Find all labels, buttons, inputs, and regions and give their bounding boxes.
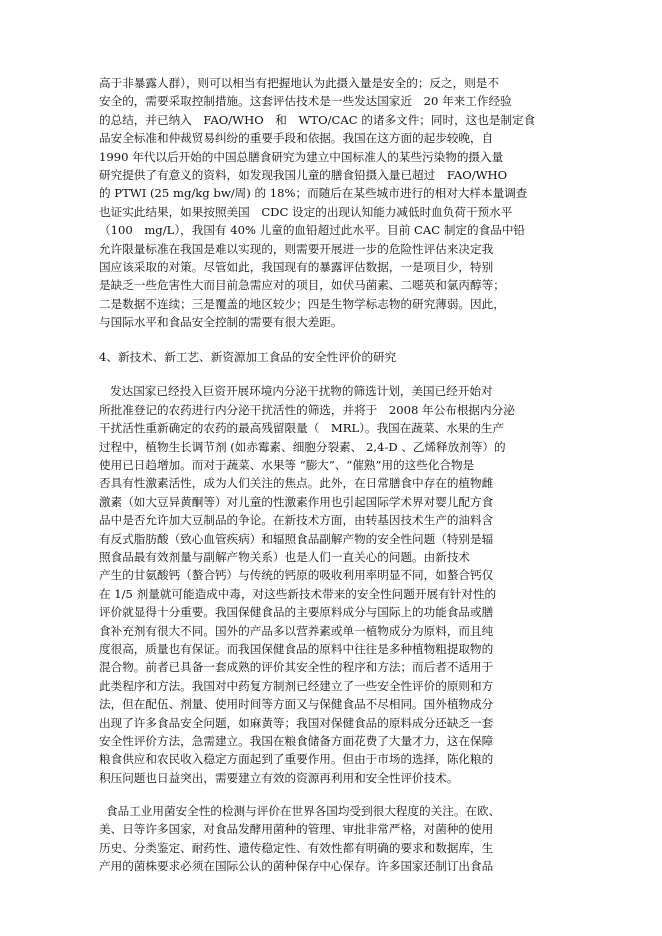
text-line: 激素（如大豆异黄酮等）对儿童的性激素作用也引起国际学术界对婴儿配方食 xyxy=(99,494,494,509)
text-line: 产用的菌株要求必须在国际公认的菌种保存中心保存。许多国家还制订出食品 xyxy=(99,859,494,874)
text-line: 度很高，质量也有保证。而我国保健食品的原料中往往是多种植物粗提取物的 xyxy=(99,641,494,656)
text-line: 品中是否允许加大豆制品的争论。在新技术方面，由转基因技术生产的油料含 xyxy=(99,513,494,528)
text-line: 在 1/5 剂量就可能造成中毒，对这些新技术带来的安全性问题开展有针对性的 xyxy=(99,586,497,601)
text-line: 的 PTWI (25 mg/kg bw/周) 的 18%；而随后在某些城市进行的相对大样本量调查 xyxy=(99,186,528,201)
text-line: 与国际水平和食品安全控制的需要有很大差距。 xyxy=(99,315,343,330)
paragraph-exposure-assessment xyxy=(99,74,569,331)
text-line: 有反式脂肪酸（致心血管疾病）和辐照食品副解产物的安全性问题（特别是辐 xyxy=(99,531,494,546)
text-line: 粮食供应和农民收入稳定方面起到了重要作用。但由于市场的选择，陈化粮的 xyxy=(99,752,494,767)
text-line: 是缺乏一些危害性大而目前急需应对的项目，如伏马菌素、二噁英和氯丙醇等； xyxy=(99,278,505,293)
text-line: 出现了许多食品安全问题，如麻黄等；我国对保健食品的原料成分还缺乏一套 xyxy=(99,715,494,730)
text-line: 照食品最有效剂量与副解产物关系）也是人们一直关心的问题。由新技术 xyxy=(99,549,471,564)
text-line: 积压问题也日益突出，需要建立有效的资源再利用和安全性评价技术。 xyxy=(99,770,459,785)
text-line: 产生的甘氨酸钙（螯合钙）与传统的钙原的吸收利用率明显不同，如螯合钙仅 xyxy=(99,568,494,583)
paragraph-industrial-strains xyxy=(99,802,569,876)
text-line: 也证实此结果，如果按照美国 CDC 设定的出现认知能力减低时血负荷干预水平 xyxy=(99,204,513,219)
text-line: 过程中，植物生长调节剂 (如赤霉素、细胞分裂素、 2,4-D 、乙烯释放剂等）的 xyxy=(99,439,506,454)
text-line: 允许限量标准在我国是难以实现的，则需要开展进一步的危险性评估来决定我 xyxy=(99,241,494,256)
text-line: （100 mg/L），我国有 40% 儿童的血铅超过此水平。目前 CAC 制定的食品中铅 xyxy=(99,223,526,238)
text-line: 评价就显得十分重要。我国保健食品的主要原料成分与国际上的功能食品或膳 xyxy=(99,605,494,620)
text-line: 干扰活性重新确定的农药的最高残留限量（ MRL）。我国在蔬菜、水果的生产 xyxy=(99,421,505,436)
text-line: 食补充剂有很大不同。国外的产品多以营养素或单一植物成分为原料，而且纯 xyxy=(99,623,494,638)
text-line: 高于非暴露人群），则可以相当有把握地认为此摄入量是安全的；反之，则是不 xyxy=(99,76,499,90)
paragraph-new-technology xyxy=(99,382,569,787)
text-line: 使用已日趋增加。而对于蔬菜、水果等 “膨大”、“催熟”用的这些化合物是 xyxy=(99,458,475,473)
text-line: 国应该采取的对策。尽管如此，我国现有的暴露评估数据，一是项目少，特别 xyxy=(99,259,494,274)
text-line: 所批准登记的农药进行内分泌干扰活性的筛选，并将于 2008 年公布根据内分泌 xyxy=(99,402,515,417)
text-line: 研究提供了有意义的资料，如发现我国儿童的膳食铅摄入量已超过 FAO/WHO xyxy=(99,167,508,182)
text-line: 安全性评价方法，急需建立。我国在粮食储备方面花费了大量才力，这在保障 xyxy=(99,733,494,748)
text-line: 品安全标准和仲裁贸易纠纷的重要手段和依据。我国在这方面的起步较晚，自 xyxy=(99,131,494,146)
text-line: 此类程序和方法。我国对中药复方制剂已经建立了一些安全性评价的原则和方 xyxy=(99,678,494,693)
section-heading: 4、新技术、新工艺、新资源加工食品的安全性评价的研究 xyxy=(99,350,397,365)
text-line: 否具有性激素活性，成为人们关注的焦点。此外，在日常膳食中存在的植物雌 xyxy=(99,476,494,491)
text-line: 安全的，需要采取控制措施。这套评估技术是一些发达国家近 20 年来工作经验 xyxy=(99,94,512,109)
text-line: 混合物。前者已具备一套成熟的评价其安全性的程序和方法；而后者不适用于 xyxy=(99,660,494,675)
text-line: 美、日等许多国家，对食品发酵用菌种的管理、审批非常严格，对菌种的使用 xyxy=(99,822,494,837)
text-line: 的总结，并已纳入 FAO/WHO 和 WTO/CAC 的诸多文件；同时，这也是制定食 xyxy=(99,112,536,127)
text-line: 历史、分类鉴定、耐药性、遗传稳定性、有效性都有明确的要求和数据库，生 xyxy=(99,840,494,855)
text-line: 法，但在配伍、剂量、使用时间等方面又与保健食品不尽相同。国外植物成分 xyxy=(99,697,494,712)
text-line: 发达国家已经投入巨资开展环境内分泌干扰物的筛选计划，美国已经开始对 xyxy=(110,384,493,399)
document-body xyxy=(99,74,569,876)
text-line: 食品工业用菌安全性的检测与评价在世界各国均受到很大程度的关注。在欧、 xyxy=(106,804,501,819)
text-line: 二是数据不连续；三是覆盖的地区较少；四是生物学标志物的研究薄弱。因此， xyxy=(99,296,505,311)
text-line: 1990 年代以后开始的中国总膳食研究为建立中国标准人的某些污染物的摄入量 xyxy=(99,149,504,164)
